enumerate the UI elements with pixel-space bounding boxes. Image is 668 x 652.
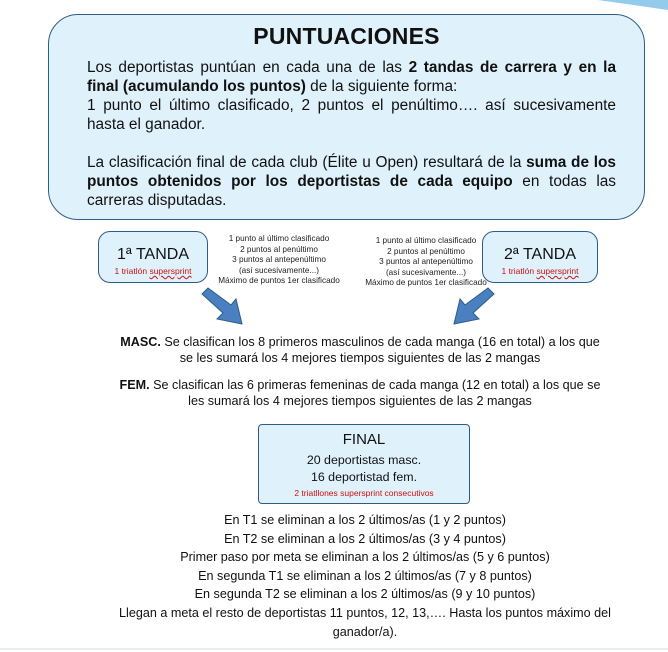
fem-text: Se clasifican las 6 primeras femeninas de cada manga (12 en total) a los que se les sumará los 4 mejores tiempos siguientes de las 2 mangas — [149, 378, 601, 408]
club-text-c: en todas las carreras disputadas. — [87, 173, 616, 209]
tanda2-title: 2ª TANDA — [503, 246, 576, 263]
down-right-arrow-icon — [200, 287, 248, 327]
note2-line: 3 puntos al antepenúltimo — [379, 257, 473, 267]
elimination-line: En T1 se eliminan a los 2 últimos/as (1 y 2 puntos) — [224, 513, 506, 527]
puntuaciones-box — [48, 14, 645, 220]
scoring-paragraph — [87, 58, 616, 134]
tanda1-box — [98, 231, 208, 283]
scoring-text-d: 1 punto el último clasificado, 2 puntos el penúltimo…. así sucesivamente hasta el ganador. — [87, 97, 616, 133]
note2-line: 2 puntos al penúltimo — [387, 246, 465, 256]
note1-line: Máximo de puntos 1er clasificado — [218, 276, 340, 286]
masc-label: MASC. — [120, 335, 161, 349]
club-paragraph — [87, 153, 616, 210]
elimination-line: Llegan a meta el resto de deportistas 11 puntos, 12, 13,…. Hasta los puntos máximo del ganador/a). — [119, 605, 611, 639]
fem-label: FEM. — [119, 378, 150, 392]
elimination-line: Primer paso por meta se eliminan a los 2 últimos/as (5 y 6 puntos) — [180, 550, 550, 565]
masc-rules — [115, 334, 605, 366]
corner-decoration — [598, 0, 668, 10]
masc-text: Se clasifican los 8 primeros masculinos de cada manga (16 en total) a los que se les sumará los 4 mejores tiempos siguientes de las 2 mangas — [160, 335, 600, 365]
note1-line: 2 puntos al penúltimo — [240, 244, 318, 254]
note2-line: 1 punto al último clasificado — [375, 236, 477, 245]
note1-line: 3 puntos al antepenúltimo — [232, 255, 326, 265]
final-fem-count: 16 deportistad fem. — [310, 470, 418, 484]
down-left-arrow-icon — [448, 287, 496, 327]
final-title: FINAL — [342, 431, 386, 448]
tanda2-subtitle — [483, 266, 597, 276]
tanda2-box — [482, 231, 598, 283]
elimination-line: En segunda T1 se eliminan a los 2 últimos/as (7 y 8 puntos) — [198, 568, 532, 583]
scoring-text-c: de la siguiente forma: — [305, 78, 458, 95]
elimination-line: En segunda T2 se eliminan a los 2 últimos/as (9 y 10 puntos) — [194, 587, 536, 602]
puntuaciones-text — [87, 58, 616, 210]
tanda2-sub-a: 1 triatlón — [501, 266, 537, 276]
club-text-bold: suma de los puntos obtenidos por los deportistas de cada equipo — [87, 154, 616, 190]
fem-rules — [115, 377, 605, 409]
final-masc-count: 20 deportistas masc. — [306, 453, 422, 467]
tanda1-title: 1ª TANDA — [116, 246, 189, 263]
note2-line: (así sucesivamente...) — [385, 267, 467, 277]
note1-line: (así sucesivamente...) — [238, 265, 320, 275]
tanda1-points-note — [205, 234, 353, 287]
tanda1-subtitle — [99, 266, 207, 276]
final-subtitle: 2 triatllones supersprint consecutivos — [294, 488, 434, 498]
note1-line: 1 punto al último clasificado — [228, 234, 330, 243]
puntuaciones-title: PUNTUACIONES — [253, 23, 440, 49]
elimination-line: En T2 se eliminan a los 2 últimos/as (3 y 4 puntos) — [224, 531, 506, 546]
scoring-text-bold: 2 tandas de carrera y en la final (acumulando los puntos) — [87, 59, 616, 95]
tanda1-sub-a: 1 triatlón — [114, 266, 150, 276]
club-text-a: La clasificación final de cada club (Élite u Open) resultará de la — [87, 154, 527, 171]
elimination-list — [110, 511, 620, 641]
tanda1-sub-b: supersprint — [149, 266, 192, 276]
bottom-divider — [0, 648, 668, 650]
tanda2-points-note — [352, 236, 500, 289]
tanda2-sub-b: supersprint — [536, 266, 579, 276]
note2-line: Máximo de puntos 1er clasificado — [365, 278, 487, 288]
final-box — [258, 424, 470, 504]
scoring-text-a: Los deportistas puntúan en cada una de las — [87, 59, 409, 76]
